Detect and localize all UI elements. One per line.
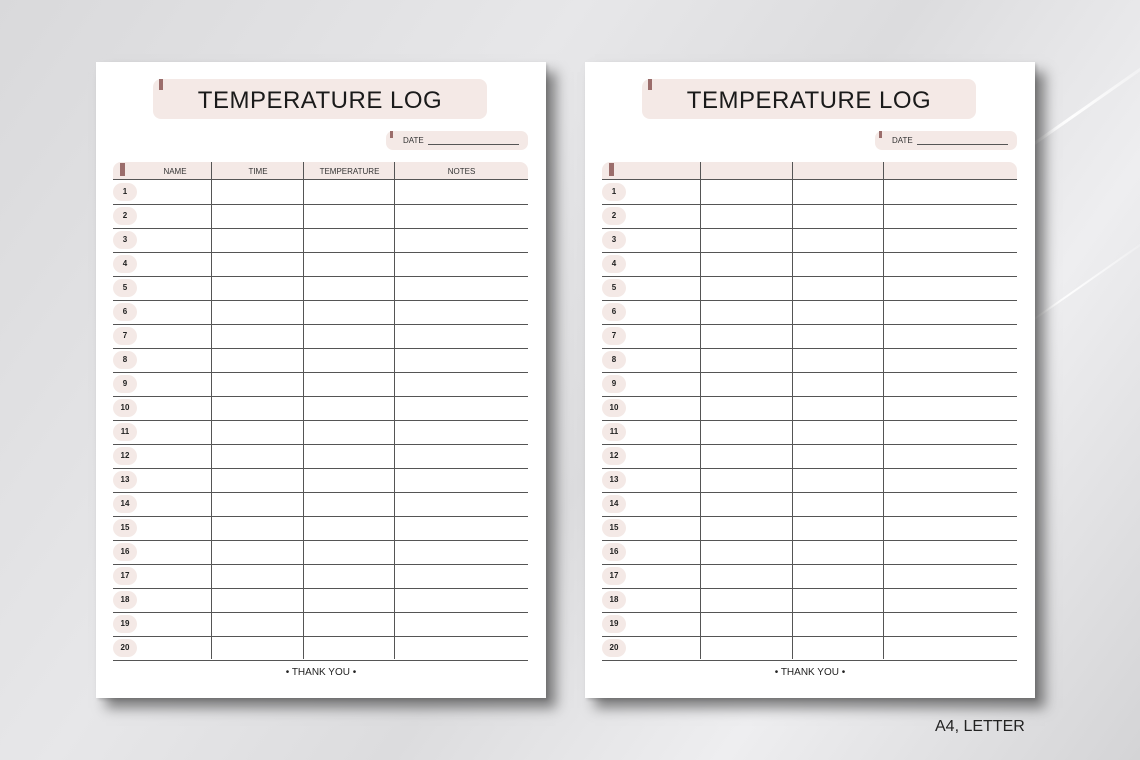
table-row <box>602 252 1017 277</box>
sheet-title: TEMPERATURE LOG <box>686 87 932 114</box>
title-banner <box>642 79 976 119</box>
row-number: 16 <box>602 543 626 561</box>
table-row <box>602 396 1017 421</box>
table-row <box>113 180 528 205</box>
table-row <box>602 444 1017 469</box>
row-number: 20 <box>602 639 626 657</box>
table-header <box>602 162 1017 180</box>
column-divider <box>303 162 304 659</box>
row-number: 11 <box>602 423 626 441</box>
table-row <box>113 564 528 589</box>
table-row <box>113 420 528 445</box>
row-number: 9 <box>113 375 137 393</box>
table-row <box>113 300 528 325</box>
table-row <box>113 444 528 469</box>
row-number: 1 <box>113 183 137 201</box>
column-divider <box>792 162 793 659</box>
row-number: 5 <box>602 279 626 297</box>
column-divider <box>883 162 884 659</box>
table-row <box>113 396 528 421</box>
row-number: 14 <box>602 495 626 513</box>
date-line <box>917 144 1008 145</box>
column-header-name: NAME <box>163 167 187 176</box>
table-row <box>602 420 1017 445</box>
date-line <box>428 144 519 145</box>
table-row <box>113 276 528 301</box>
table-row <box>113 516 528 541</box>
table-row <box>602 324 1017 349</box>
log-sheet-left <box>96 62 546 698</box>
column-header-notes: NOTES <box>447 167 476 176</box>
title-banner <box>153 79 487 119</box>
table-row <box>113 468 528 493</box>
table-row <box>113 228 528 253</box>
row-number: 19 <box>113 615 137 633</box>
table-row <box>602 348 1017 373</box>
table-row <box>602 180 1017 205</box>
row-number: 7 <box>113 327 137 345</box>
row-number: 18 <box>602 591 626 609</box>
row-number: 2 <box>602 207 626 225</box>
table-row <box>602 204 1017 229</box>
column-divider <box>394 162 395 659</box>
row-number: 13 <box>602 471 626 489</box>
sheet-title: TEMPERATURE LOG <box>197 87 443 114</box>
table-row <box>113 612 528 637</box>
table-row <box>602 372 1017 397</box>
table-row <box>602 276 1017 301</box>
header-accent-mark <box>120 163 125 176</box>
row-number: 10 <box>113 399 137 417</box>
table-row <box>113 204 528 229</box>
date-field <box>386 131 528 150</box>
row-number: 12 <box>602 447 626 465</box>
table-row <box>113 492 528 517</box>
table-row <box>602 492 1017 517</box>
date-accent-mark <box>390 131 393 138</box>
row-number: 7 <box>602 327 626 345</box>
table-row <box>602 636 1017 661</box>
table-row <box>602 612 1017 637</box>
row-number: 10 <box>602 399 626 417</box>
row-number: 3 <box>602 231 626 249</box>
row-number: 8 <box>113 351 137 369</box>
column-divider <box>211 162 212 659</box>
date-field <box>875 131 1017 150</box>
log-table <box>113 162 528 660</box>
log-sheet-right <box>585 62 1035 698</box>
row-number: 17 <box>602 567 626 585</box>
format-caption: A4, LETTER <box>935 718 1025 735</box>
date-label: DATE <box>892 136 913 145</box>
row-number: 11 <box>113 423 137 441</box>
row-number: 16 <box>113 543 137 561</box>
table-row <box>602 588 1017 613</box>
row-number: 20 <box>113 639 137 657</box>
row-number: 2 <box>113 207 137 225</box>
column-divider <box>700 162 701 659</box>
row-number: 4 <box>602 255 626 273</box>
table-header <box>113 162 528 180</box>
row-number: 13 <box>113 471 137 489</box>
row-number: 6 <box>602 303 626 321</box>
row-number: 4 <box>113 255 137 273</box>
row-number: 1 <box>602 183 626 201</box>
table-row <box>602 540 1017 565</box>
table-row <box>602 468 1017 493</box>
log-table <box>602 162 1017 660</box>
row-number: 3 <box>113 231 137 249</box>
row-number: 17 <box>113 567 137 585</box>
column-header-time: TIME <box>248 167 268 176</box>
row-number: 18 <box>113 591 137 609</box>
column-header-temperature: TEMPERATURE <box>319 167 380 176</box>
row-number: 9 <box>602 375 626 393</box>
footer-thank-you: • THANK YOU • <box>285 667 357 678</box>
table-row <box>113 324 528 349</box>
footer-thank-you: • THANK YOU • <box>774 667 846 678</box>
header-accent-mark <box>609 163 614 176</box>
row-number: 12 <box>113 447 137 465</box>
table-row <box>602 300 1017 325</box>
table-row <box>113 540 528 565</box>
table-row <box>113 252 528 277</box>
date-label: DATE <box>403 136 424 145</box>
table-row <box>113 636 528 661</box>
date-accent-mark <box>879 131 882 138</box>
table-row <box>602 228 1017 253</box>
table-row <box>602 516 1017 541</box>
row-number: 8 <box>602 351 626 369</box>
row-number: 14 <box>113 495 137 513</box>
table-row <box>113 372 528 397</box>
row-number: 19 <box>602 615 626 633</box>
row-number: 5 <box>113 279 137 297</box>
row-number: 6 <box>113 303 137 321</box>
table-row <box>602 564 1017 589</box>
row-number: 15 <box>602 519 626 537</box>
table-row <box>113 348 528 373</box>
table-row <box>113 588 528 613</box>
row-number: 15 <box>113 519 137 537</box>
